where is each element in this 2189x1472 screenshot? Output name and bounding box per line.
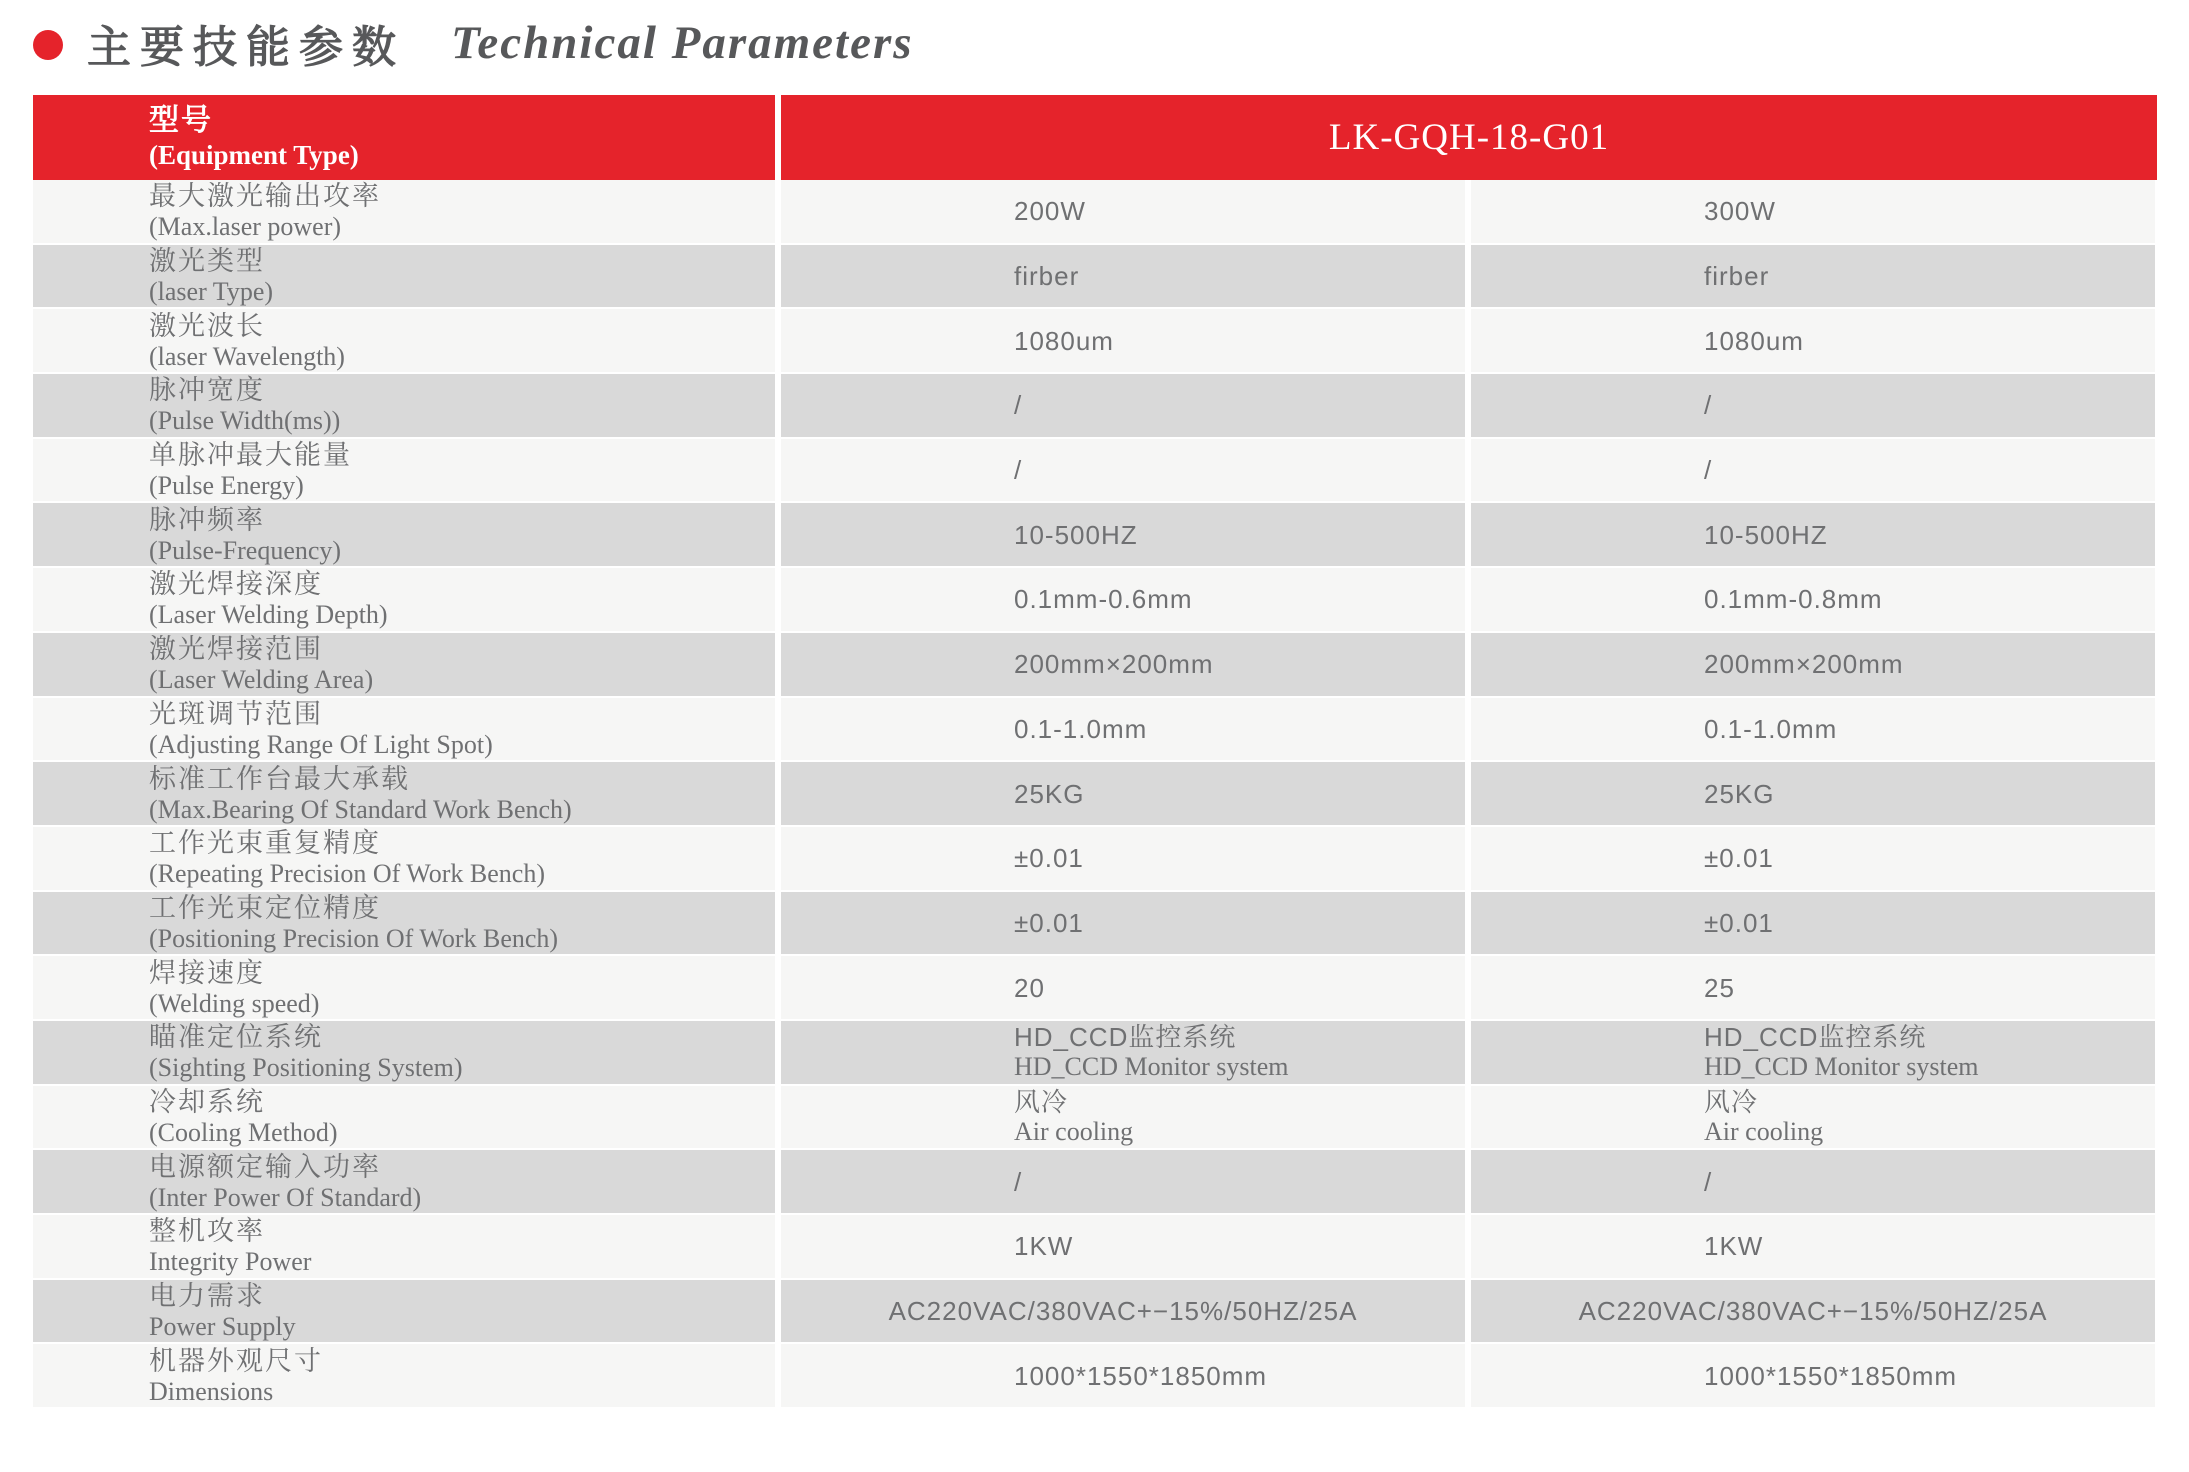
value-cell [781,1021,1465,1084]
value-text [1014,390,1022,420]
value-text [1014,1167,1022,1197]
value-cell [781,892,1465,955]
row-label-en: Integrity Power [149,1247,312,1277]
row-label-zh: 机器外观尺寸 [149,1345,323,1376]
value-line: / [1704,455,1713,486]
row-label-en: (Pulse-Frequency) [149,535,342,565]
row-label-cell [33,1215,775,1278]
value-cell [1471,1344,2155,1407]
value-text [1704,1361,1957,1391]
value-text [1014,584,1193,614]
value-text [1704,520,1828,550]
value-line-en: HD_CCD Monitor system [1014,1052,1289,1082]
value-line-en: Air cooling [1704,1116,1824,1146]
value-cell [781,956,1465,1019]
value-line: ±0.01 [1704,907,1774,938]
row-label-cell [33,1344,775,1407]
value-line: 20 [1014,972,1045,1003]
value-cell [781,698,1465,761]
row-label-en: (Pulse Energy) [149,471,304,501]
row-label-zh: 标准工作台最大承载 [149,763,410,794]
row-label-en: (Sighting Positioning System) [149,1053,463,1083]
row-label-cell [33,439,775,502]
row-label-zh: 整机攻率 [149,1216,265,1247]
page-title-en: Technical Parameters [451,17,914,69]
value-cell [1471,1215,2155,1278]
value-cell [1471,633,2155,696]
value-line: 200W [1014,196,1086,227]
value-cell [1471,503,2155,566]
value-text [1704,1231,1763,1261]
row-label-zh: 单脉冲最大能量 [149,440,352,471]
row-label-en: (Repeating Precision Of Work Bench) [149,859,545,889]
value-text [1014,649,1214,679]
row-label-zh: 工作光束重复精度 [149,828,381,859]
row-label-cell [33,309,775,372]
value-text [1014,1231,1073,1261]
row-label-en: (Laser Welding Depth) [149,600,388,630]
value-line: 0.1-1.0mm [1704,713,1838,744]
value-line: 1000*1550*1850mm [1014,1360,1268,1391]
value-text [1704,326,1804,356]
value-cell [1471,827,2155,890]
row-label-zh: 激光类型 [149,246,265,277]
row-label-en: (Pulse Width(ms)) [149,406,341,436]
value-cell [1471,309,2155,372]
value-text [1014,714,1147,744]
row-label-en: (Cooling Method) [149,1117,338,1147]
value-cell [781,1150,1465,1213]
value-line: firber [1014,261,1080,292]
value-line: ±0.01 [1014,843,1084,874]
value-text [1704,1087,1823,1147]
value-cell [781,503,1465,566]
value-cell [781,374,1465,437]
row-label-zh: 最大激光输出攻率 [149,181,381,212]
value-line: ±0.01 [1704,843,1774,874]
row-label-en: Power Supply [149,1312,296,1342]
value-cell [1471,245,2155,308]
value-line: / [1704,1166,1713,1197]
value-cell [781,1344,1465,1407]
value-cell [781,1280,1465,1343]
row-label-en: (Welding speed) [149,988,320,1018]
row-label-en: (Laser Welding Area) [149,665,374,695]
value-text [1014,843,1084,873]
value-text [889,1296,1358,1326]
value-line-en: Air cooling [1014,1116,1134,1146]
row-label-cell [33,1021,775,1084]
row-label-cell [33,956,775,1019]
row-label-cell [33,1150,775,1213]
value-line: 0.1-1.0mm [1014,713,1148,744]
value-line-en: HD_CCD Monitor system [1704,1052,1979,1082]
value-text [1704,908,1774,938]
value-line: 0.1mm-0.8mm [1704,584,1883,615]
row-label-en: (Adjusting Range Of Light Spot) [149,729,493,759]
value-text [1704,649,1904,679]
value-text [1014,455,1022,485]
value-cell [781,1215,1465,1278]
red-bullet-icon [33,30,63,60]
value-line: HD_CCD监控系统 [1704,1022,1927,1053]
value-cell [1471,1150,2155,1213]
header-label-en: (Equipment Type) [149,140,359,170]
value-line: 200mm×200mm [1014,649,1214,680]
value-line: 25 [1704,972,1735,1003]
value-cell [781,180,1465,243]
value-line: 25KG [1014,778,1085,809]
value-line: / [1704,390,1713,421]
parameters-table [33,95,2157,1407]
value-text [1704,584,1883,614]
value-cell [1471,180,2155,243]
row-label-zh: 电力需求 [149,1281,265,1312]
value-cell [781,827,1465,890]
row-label-cell [33,568,775,631]
value-cell [1471,698,2155,761]
value-line: 1KW [1704,1231,1764,1262]
value-cell [781,1086,1465,1149]
model-number: LK-GQH-18-G01 [1328,117,1610,158]
value-line: / [1014,1166,1023,1197]
table-body [33,180,2157,1407]
page-title [33,14,2189,72]
row-label-zh: 冷却系统 [149,1086,265,1117]
value-line: 300W [1704,196,1776,227]
value-line: firber [1704,261,1770,292]
value-line: 200mm×200mm [1704,649,1904,680]
row-label-zh: 脉冲频率 [149,504,265,535]
value-text [1704,973,1735,1003]
value-line: / [1014,390,1023,421]
row-label-zh: 电源额定输入功率 [149,1151,381,1182]
row-label-en: (laser Wavelength) [149,341,345,371]
value-text [1014,1361,1267,1391]
value-cell [1471,892,2155,955]
row-label-cell [33,374,775,437]
value-line: 1000*1550*1850mm [1704,1360,1958,1391]
row-label-cell [33,827,775,890]
value-text [1014,1087,1133,1147]
row-label-cell [33,762,775,825]
value-text [1579,1296,2048,1326]
value-text [1704,1167,1712,1197]
value-text [1014,779,1085,809]
row-label-en: (Max.laser power) [149,212,342,242]
value-cell [1471,374,2155,437]
value-line: 1080um [1704,325,1804,356]
row-label-cell [33,1280,775,1343]
value-cell [781,633,1465,696]
value-cell [781,439,1465,502]
value-cell [781,762,1465,825]
row-label-en: (Inter Power Of Standard) [149,1182,422,1212]
row-label-zh: 光斑调节范围 [149,698,323,729]
value-line: 10-500HZ [1704,519,1828,550]
row-label-en: (Max.Bearing Of Standard Work Bench) [149,794,572,824]
table-header-row [33,95,2157,180]
value-text [1014,1022,1288,1082]
value-text [1704,843,1774,873]
header-label-zh: 型号 [149,104,213,137]
row-label-cell [33,698,775,761]
value-text [1704,390,1712,420]
value-line: 1080um [1014,325,1114,356]
value-line: ±0.01 [1014,907,1084,938]
row-label-en: (laser Type) [149,277,274,307]
value-line: 10-500HZ [1014,519,1138,550]
value-text [1014,196,1086,226]
value-text [1014,261,1079,291]
value-text [1704,455,1712,485]
header-model-cell [781,95,2157,180]
value-text [1014,973,1045,1003]
value-text [1704,714,1837,744]
value-cell [1471,439,2155,502]
value-cell [1471,1021,2155,1084]
value-cell [781,309,1465,372]
row-label-cell [33,1086,775,1149]
value-cell [1471,1280,2155,1343]
value-text [1014,908,1084,938]
row-label-zh: 工作光束定位精度 [149,892,381,923]
value-line: 1KW [1014,1231,1074,1262]
value-cell [1471,568,2155,631]
row-label-zh: 激光焊接范围 [149,634,323,665]
row-label-zh: 激光焊接深度 [149,569,323,600]
row-label-en: Dimensions [149,1376,274,1406]
row-label-cell [33,245,775,308]
value-cell [781,568,1465,631]
value-line: / [1014,455,1023,486]
value-cell [1471,762,2155,825]
value-cell [781,245,1465,308]
value-cell [1471,956,2155,1019]
page-title-zh: 主要技能参数 [87,23,405,72]
row-label-cell [33,503,775,566]
row-label-cell [33,892,775,955]
row-label-zh: 瞄准定位系统 [149,1022,323,1053]
row-label-zh: 焊接速度 [149,957,265,988]
value-line: HD_CCD监控系统 [1014,1022,1237,1053]
row-label-zh: 激光波长 [149,310,265,341]
value-cell [1471,1086,2155,1149]
value-line: AC220VAC/380VAC+−15%/50HZ/25A [1578,1296,2048,1327]
value-text [1704,261,1769,291]
value-text [1014,520,1138,550]
row-label-zh: 脉冲宽度 [149,375,265,406]
row-label-en: (Positioning Precision Of Work Bench) [149,923,559,953]
value-text [1704,196,1776,226]
value-line: 25KG [1704,778,1775,809]
value-line: 0.1mm-0.6mm [1014,584,1193,615]
value-line: AC220VAC/380VAC+−15%/50HZ/25A [888,1296,1358,1327]
row-label-cell [33,180,775,243]
header-label-cell [33,95,775,180]
row-label-cell [33,633,775,696]
value-line: 风冷 [1704,1086,1759,1117]
value-text [1704,779,1775,809]
value-text [1704,1022,1978,1082]
value-text [1014,326,1114,356]
value-line: 风冷 [1014,1086,1069,1117]
